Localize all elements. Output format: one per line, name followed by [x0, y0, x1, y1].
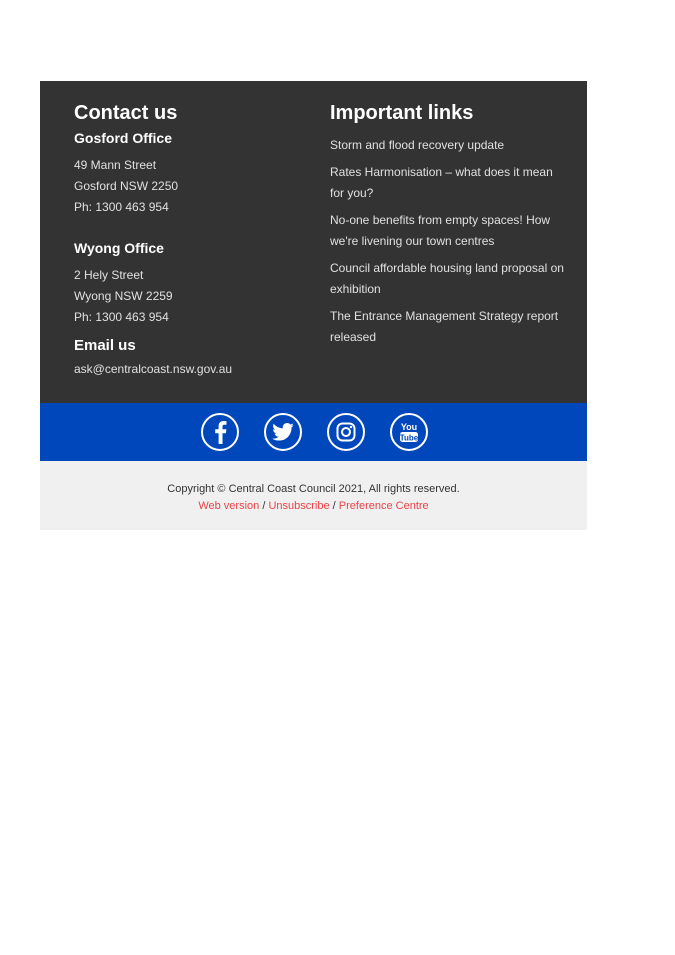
- twitter-button[interactable]: [264, 413, 302, 451]
- web-version-link[interactable]: Web version: [198, 500, 260, 512]
- facebook-button[interactable]: [201, 413, 239, 451]
- wyong-phone[interactable]: Ph: 1300 463 954: [74, 310, 169, 324]
- important-link-storm[interactable]: Storm and flood recovery update: [330, 138, 505, 152]
- footer-meta-links: [40, 498, 587, 514]
- facebook-icon: [211, 420, 229, 444]
- instagram-icon: [336, 422, 356, 442]
- wyong-suburb: Wyong NSW 2259: [74, 289, 173, 303]
- gosford-office-title: Gosford Office: [74, 130, 173, 146]
- youtube-tube-text: Tube: [399, 433, 419, 443]
- wyong-street: 2 Hely Street: [74, 268, 144, 282]
- important-link-rates[interactable]: Rates Harmonisation – what does it mean for you?: [330, 164, 553, 200]
- contact-heading: Contact us: [74, 102, 178, 124]
- gosford-phone[interactable]: Ph: 1300 463 954: [74, 200, 169, 214]
- important-link-housing[interactable]: Council affordable housing land proposal on exhibition: [330, 260, 564, 296]
- gosford-address: [74, 155, 314, 218]
- footer-dark-section: [40, 81, 587, 403]
- instagram-button[interactable]: [327, 413, 365, 451]
- gosford-street: 49 Mann Street: [74, 158, 157, 172]
- youtube-you-text: You: [400, 422, 418, 432]
- contact-column: [74, 101, 314, 379]
- email-heading: Email us: [74, 337, 136, 354]
- gosford-suburb: Gosford NSW 2250: [74, 179, 179, 193]
- separator-2: /: [332, 500, 336, 512]
- separator-1: /: [262, 500, 266, 512]
- twitter-icon: [272, 423, 294, 441]
- important-link-entrance[interactable]: The Entrance Management Strategy report released: [330, 308, 559, 344]
- youtube-button[interactable]: [390, 413, 428, 451]
- email-footer: [40, 81, 587, 530]
- social-bar: [40, 403, 587, 461]
- copyright-text: Copyright © Central Coast Council 2021, All rights reserved.: [167, 483, 460, 495]
- important-links-column: [330, 101, 570, 354]
- preference-centre-link[interactable]: Preference Centre: [338, 500, 429, 512]
- wyong-address: [74, 265, 314, 328]
- important-link-empty-spaces[interactable]: No-one benefits from empty spaces! How we're livening our town centres: [330, 212, 551, 248]
- footer-bottom-section: [40, 461, 587, 530]
- important-links-list: [330, 135, 570, 349]
- unsubscribe-link[interactable]: Unsubscribe: [268, 500, 330, 512]
- youtube-icon: [398, 420, 420, 444]
- wyong-office-title: Wyong Office: [74, 240, 164, 256]
- email-link[interactable]: ask@centralcoast.nsw.gov.au: [74, 362, 233, 376]
- important-links-heading: Important links: [330, 102, 474, 124]
